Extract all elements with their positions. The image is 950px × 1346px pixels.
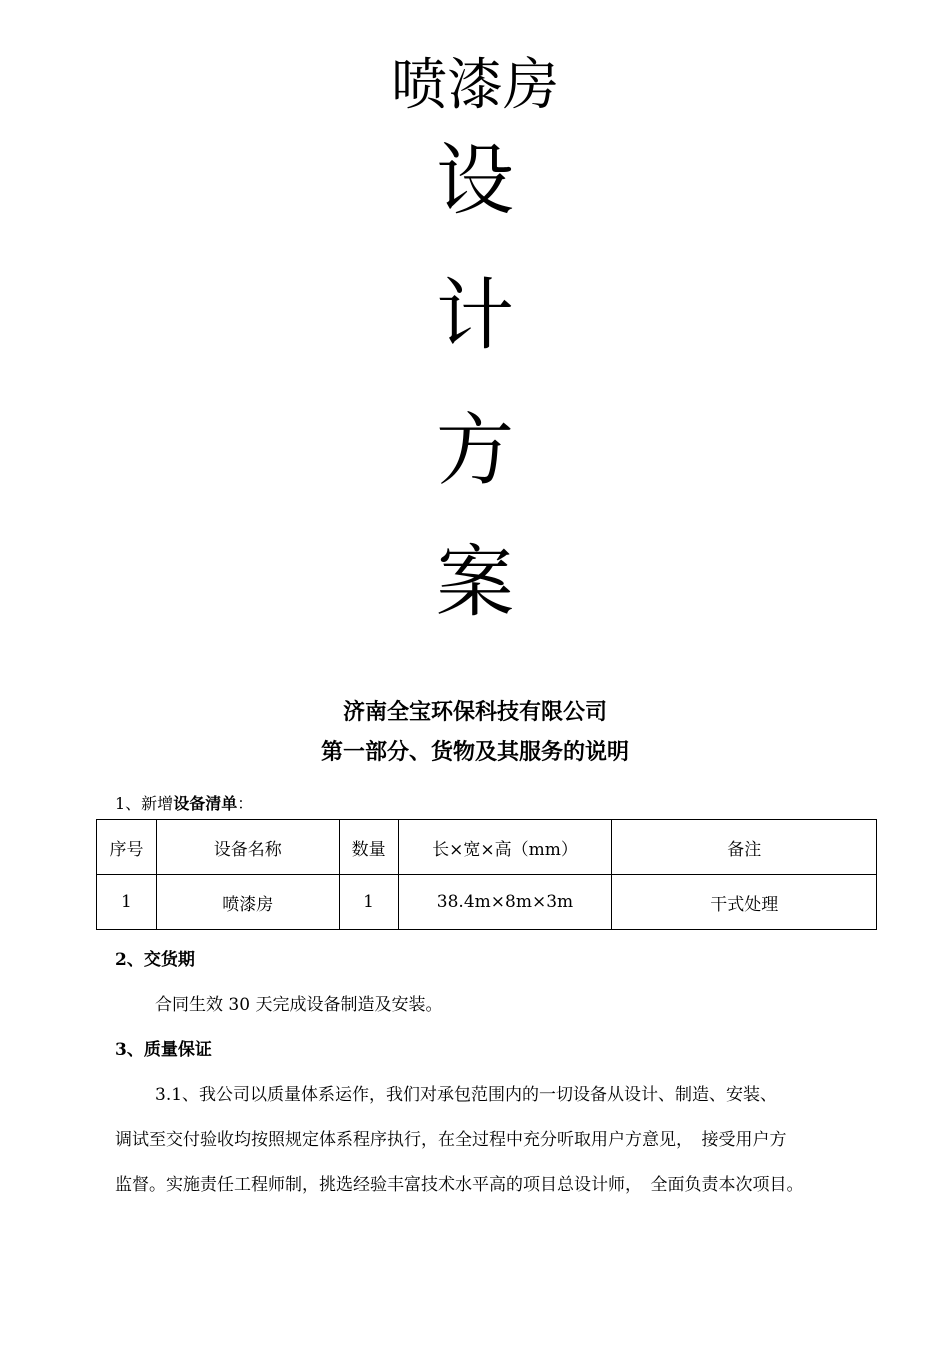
table-header-row — [97, 820, 877, 875]
section-heading: 第一部分、货物及其服务的说明 — [320, 739, 629, 765]
cover-subtitle-char: 方 — [435, 406, 514, 496]
table-header-cell: 备注 — [612, 820, 877, 875]
quality-paragraph-line: 3.1、我公司以质量体系运作，我们对承包范围内的一切设备从设计、制造、安装、 — [155, 1085, 778, 1105]
table-cell: 干式处理 — [612, 875, 877, 930]
delivery-heading: 2、交货期 — [115, 950, 195, 970]
table-header-cell: 长×宽×高（mm） — [398, 820, 612, 875]
equipment-list-label-suffix: ： — [237, 794, 254, 813]
company-name: 济南全宝环保科技有限公司 — [342, 699, 607, 725]
table-header-cell: 设备名称 — [156, 820, 339, 875]
quality-paragraph-line: 调试至交付验收均按照规定体系程序执行，在全过程中充分听取用户方意见， 接受用户方 — [115, 1130, 787, 1150]
equipment-list-label-prefix: 1、新增 — [115, 794, 174, 813]
delivery-text: 合同生效 30 天完成设备制造及安装。 — [155, 995, 443, 1015]
table-cell: 38.4m×8m×3m — [398, 875, 612, 930]
equipment-table — [96, 819, 877, 930]
equipment-list-label — [115, 791, 253, 817]
cover-subtitle-char: 设 — [435, 136, 514, 226]
quality-heading: 3、质量保证 — [115, 1040, 212, 1060]
table-header-cell: 数量 — [339, 820, 398, 875]
quality-paragraph-line: 监督。实施责任工程师制，挑选经验丰富技术水平高的项目总设计师， 全面负责本次项目。 — [115, 1175, 804, 1195]
table-header-cell: 序号 — [97, 820, 157, 875]
table-row — [97, 875, 877, 930]
cover-subtitle-char: 案 — [435, 538, 514, 628]
table-cell: 喷漆房 — [156, 875, 339, 930]
cover-title: 喷漆房 — [391, 53, 559, 118]
table-cell: 1 — [97, 875, 157, 930]
cover-subtitle-char: 计 — [435, 271, 514, 361]
equipment-list-label-bold: 设备清单 — [173, 794, 238, 813]
table-cell: 1 — [339, 875, 398, 930]
